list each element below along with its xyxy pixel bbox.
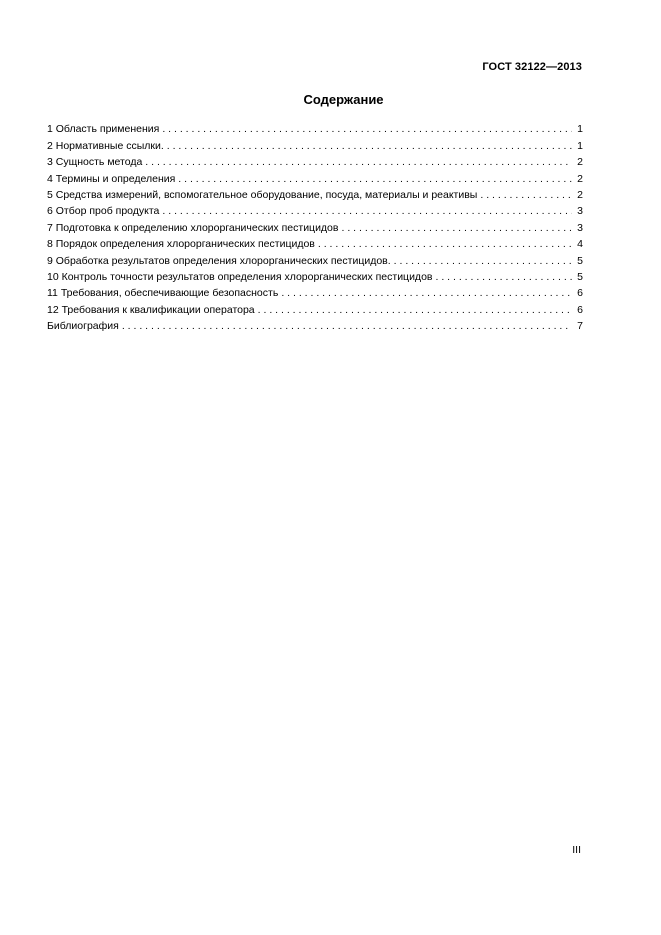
toc-item-10[interactable]: [47, 268, 583, 284]
toc-item-label: 5 Средства измерений, вспомогательное оборудование, посуда, материалы и реактивы: [47, 188, 478, 201]
toc-item-2[interactable]: [47, 136, 583, 152]
toc-item-page: 6: [577, 303, 583, 316]
toc-item-page: 2: [577, 172, 583, 185]
toc-item-label: 6 Отбор проб продукта: [47, 205, 160, 218]
toc-item-page: 2: [577, 156, 583, 169]
toc-item-page: 3: [577, 221, 583, 234]
toc-item-1[interactable]: [47, 120, 583, 136]
toc-leader-dots: [162, 123, 572, 136]
toc-item-label: 2 Нормативные ссылки.: [47, 139, 164, 152]
toc-leader-dots: [162, 205, 572, 218]
toc-item-label: 11 Требования, обеспечивающие безопасность: [47, 287, 279, 300]
toc-leader-dots: [341, 222, 572, 235]
toc-item-page: 7: [577, 320, 583, 333]
toc-item-12[interactable]: [47, 300, 583, 316]
toc-item-label: 7 Подготовка к определению хлорорганических пестицидов: [47, 221, 339, 234]
toc-leader-dots: [318, 238, 572, 251]
toc-item-label: 1 Область применения: [47, 123, 160, 136]
toc-item-9[interactable]: [47, 251, 583, 267]
toc-item-5[interactable]: [47, 186, 583, 202]
toc-item-3[interactable]: [47, 153, 583, 169]
toc-item-page: 2: [577, 188, 583, 201]
toc-item-page: 3: [577, 205, 583, 218]
toc-item-page: 4: [577, 238, 583, 251]
toc-item-bibliography[interactable]: [47, 317, 583, 333]
toc-item-7[interactable]: [47, 218, 583, 234]
toc-item-label: 8 Порядок определения хлорорганических пестицидов: [47, 238, 315, 251]
toc-item-6[interactable]: [47, 202, 583, 218]
toc-item-label: 9 Обработка результатов определения хлорорганических пестицидов.: [47, 254, 391, 267]
toc-title: Содержание: [303, 92, 384, 107]
toc-item-page: 6: [577, 287, 583, 300]
page-number: III: [572, 844, 581, 856]
toc-leader-dots: [394, 255, 572, 268]
document-code: ГОСТ 32122—2013: [482, 61, 582, 73]
toc-item-page: 1: [577, 123, 583, 136]
toc-item-label: Библиография: [47, 320, 119, 333]
toc-item-page: 1: [577, 139, 583, 152]
toc-leader-dots: [281, 287, 572, 300]
toc-item-label: 12 Требования к квалификации оператора: [47, 303, 255, 316]
toc-leader-dots: [258, 304, 572, 317]
toc-leader-dots: [145, 156, 572, 169]
toc-item-page: 5: [577, 270, 583, 283]
toc-item-label: 3 Сущность метода: [47, 156, 143, 169]
toc-item-label: 10 Контроль точности результатов определения хлорорганических пестицидов: [47, 270, 433, 283]
toc-item-4[interactable]: [47, 169, 583, 185]
toc-leader-dots: [435, 271, 572, 284]
toc-leader-dots: [167, 140, 572, 153]
toc-item-label: 4 Термины и определения: [47, 172, 176, 185]
toc-item-11[interactable]: [47, 284, 583, 300]
toc-leader-dots: [122, 320, 572, 333]
toc-leader-dots: [480, 189, 572, 202]
table-of-contents: [47, 120, 583, 333]
toc-leader-dots: [178, 173, 572, 186]
toc-item-page: 5: [577, 254, 583, 267]
toc-item-8[interactable]: [47, 235, 583, 251]
